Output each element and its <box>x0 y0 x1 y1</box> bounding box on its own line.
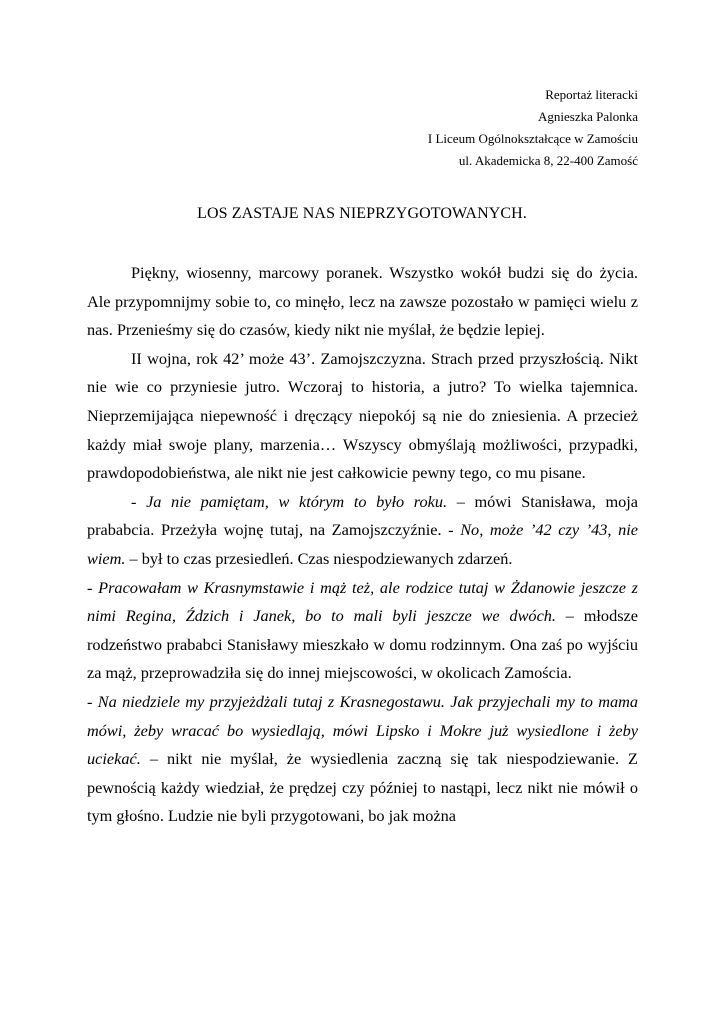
author-name: Agnieszka Palonka <box>537 109 638 124</box>
paragraph-5 <box>87 688 638 831</box>
school-address: ul. Akademicka 8, 22-400 Zamość <box>458 153 638 168</box>
quote: Ja nie pamiętam, w którym to było roku. <box>146 491 448 511</box>
page-title: LOS ZASTAJE NAS NIEPRZYGOTOWANYCH. <box>197 205 527 222</box>
quote: - Pracowałam w Krasnymstawie i mąż też, ale rodzice tutaj w Żdanowie jeszcze z nimi Regina, Ździch i Janek, bo to mali byli jeszcze we dwóch. <box>87 577 638 626</box>
author-header <box>428 84 638 172</box>
school-name: I Liceum Ogólnokształcące w Zamościu <box>427 131 638 146</box>
paragraph-2: II wojna, rok 42’ może 43’. Zamojszczyzna. Strach przed przyszłością. Nikt nie wie co przyniesie jutro. Wczoraj to historia, a jutro? To wielka tajemnica. Nieprzemijająca niepewność i dręczący niepokój są nie do zniesienia. A przecież każdy miał swoje plany, marzenia… Wszyscy obmyślają możliwości, przypadki, prawdopodobieństwa, ale nikt nie jest całkowicie pewny tego, co mu pisane. <box>87 348 638 483</box>
narration: – młodsze rodzeństwo prababci Stanisławy mieszkało w domu rodzinnym. Ona zaś po wyjściu za mąż, przeprowadziła się do innej miejscowości, w okolicach Zamościa. <box>87 606 638 683</box>
quote: - Na niedziele my przyjeżdżali tutaj z Krasnegostawu. Jak przyjechali my to mama mówi, żeby wracać bo wysiedlają, mówi Lipsko i Mokre już wysiedlone i żeby uciekać. <box>87 691 638 769</box>
narration: – nikt nie myślał, że wysiedlenia zaczną się tak niespodziewanie. Z pewnością każdy wiedział, że prędzej czy później to nastąpi, lecz nikt nie mówił o tym głośno. Ludzie nie byli przygotowani, bo jak można <box>87 749 638 826</box>
narration: – mówi Stanisława, moja prababcia. Przeżyła wojnę tutaj, na Zamojszczyźnie. - <box>87 491 639 540</box>
genre-line: Reportaż literacki <box>545 87 638 102</box>
dash: - <box>131 491 147 511</box>
quote: No, może ’42 czy ’43, nie wiem. <box>87 520 638 568</box>
paragraph-3 <box>87 488 638 574</box>
paragraph-4 <box>87 574 638 688</box>
paragraph-1: Piękny, wiosenny, marcowy poranek. Wszystko wokół budzi się do życia. Ale przypomnijmy sobie to, co minęło, lecz na zawsze pozostało w pamięci wielu z nas. Przenieśmy się do czasów, kiedy nikt nie myślał, że będzie lepiej. <box>87 263 638 340</box>
narration: – był to czas przesiedleń. Czas niespodziewanych zdarzeń. <box>125 548 513 568</box>
article-body <box>87 259 638 831</box>
